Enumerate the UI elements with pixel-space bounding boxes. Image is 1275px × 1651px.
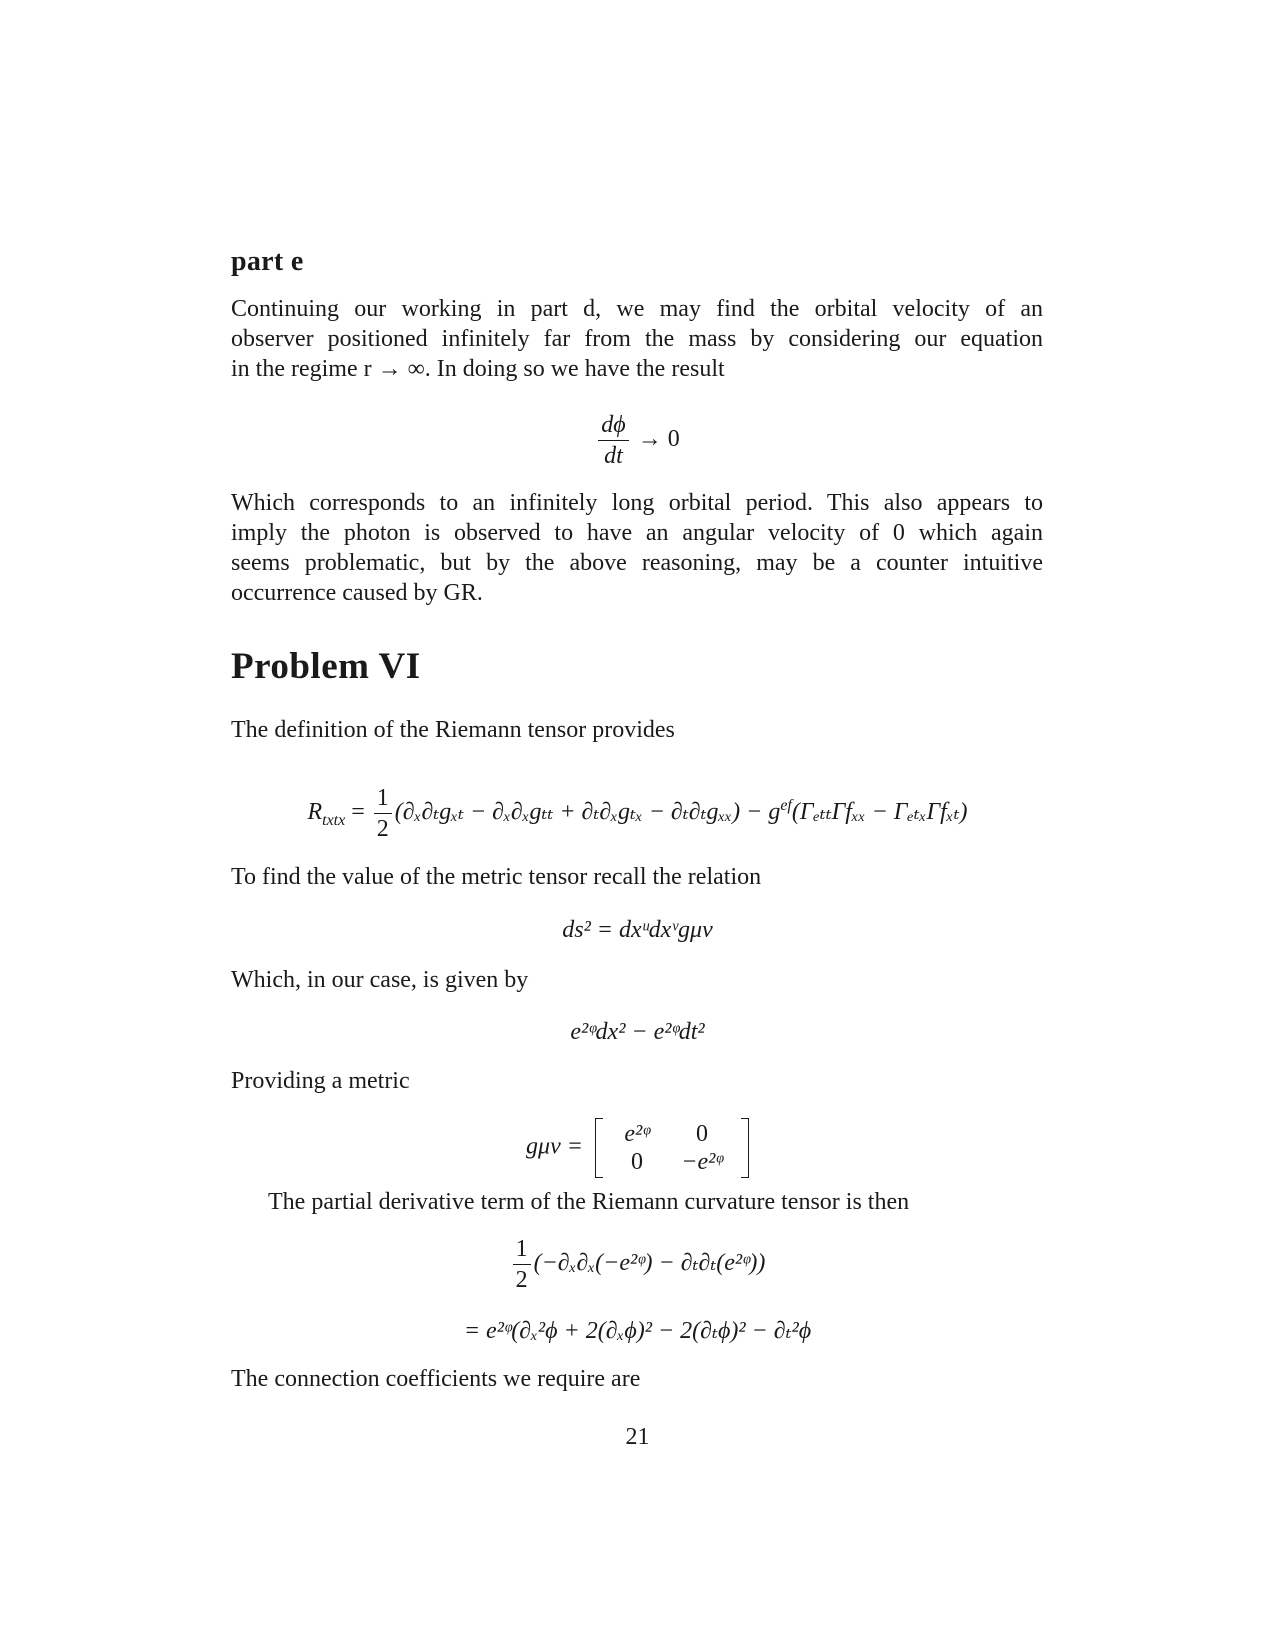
riemann-partial-terms: (∂ₓ∂ₜgₓₜ − ∂ₓ∂ₓgₜₜ + ∂ₜ∂ₓgₜₓ − ∂ₜ∂ₜgₓₓ) − g (394, 799, 781, 826)
limit-rhs: → 0 (637, 426, 680, 453)
fraction-numerator: 1 (374, 784, 392, 814)
paragraph-line: Which corresponds to an infinitely long orbital period. This also appears to (231, 490, 1043, 516)
partial-equation-2: = e²ᵠ(∂ₓ²ϕ + 2(∂ₓϕ)² − 2(∂ₜϕ)² − ∂ₜ²ϕ (463, 1318, 812, 1344)
problem-vi-heading: Problem VI (231, 646, 421, 687)
metric-lhs: gμν = (526, 1133, 583, 1160)
fraction-numerator: dϕ (598, 411, 628, 441)
case-equation: e²ᵠdx² − e²ᵠdt² (570, 1019, 705, 1045)
fraction-denominator: 2 (515, 1267, 528, 1293)
part-e-paragraph-1 (231, 294, 1043, 384)
riemann-g-superscript: ef (780, 797, 792, 815)
partial-equation-1 (0, 1235, 1275, 1294)
limit-equation (0, 411, 1275, 470)
our-case-text: Which, in our case, is given by (231, 967, 529, 993)
metric-relation-text: To find the value of the metric tensor recall the relation (231, 864, 762, 890)
paragraph-line: in the regime r → ∞. In doing so we have the result (231, 356, 725, 382)
riemann-christoffel-terms: (ΓₑₜₜΓfₓₓ − ΓₑₜₓΓfₓₜ) (791, 799, 968, 826)
right-bracket (741, 1118, 749, 1178)
paragraph-line: seems problematic, but by the above reasoning, may be a counter intuitive (231, 550, 1043, 576)
fraction-denominator: 2 (376, 816, 389, 842)
partial-derivative-text: The partial derivative term of the Riemann curvature tensor is then (268, 1189, 910, 1215)
matrix-cell: e²ᵠ (624, 1121, 650, 1147)
fraction-numerator: 1 (513, 1235, 531, 1265)
matrix-cell: −e²ᵠ (681, 1149, 723, 1175)
page-number: 21 (625, 1424, 650, 1450)
paragraph-line: imply the photon is observed to have an angular velocity of 0 which again (231, 520, 1043, 546)
paragraph-line: observer positioned infinitely far from the mass by considering our equation (231, 326, 1043, 352)
riemann-intro-text: The definition of the Riemann tensor provides (231, 717, 675, 743)
riemann-equation: $R_{txtx}$ = $\frac{1}{2}$ $(\partial_x\partial_tg_{xt} - \partial_x\partial_xg_{tt} + \partial_t\partial_xg_{tx} - \partial_t\partial_tg_{xx}) - g^{ef}(\Gamma_{ett}\Gamma f_{xx} - \Gamma_{etx}\Gamma f_{xt})$ (307, 785, 968, 842)
metric-matrix-equation (0, 1118, 1275, 1178)
paragraph-line: Continuing our working in part d, we may find the orbital velocity of an (231, 296, 1043, 322)
paragraph-line: occurrence caused by GR. (231, 580, 483, 606)
part-e-heading: part e (231, 246, 304, 277)
partial-equation-1-rhs: (−∂ₓ∂ₓ(−e²ᵠ) − ∂ₜ∂ₜ(e²ᵠ)) (533, 1250, 766, 1277)
fraction-denominator: dt (604, 443, 623, 469)
providing-metric-text: Providing a metric (231, 1068, 410, 1094)
line-element-equation: ds² = dxᵘdxᵛgμν (562, 917, 713, 943)
matrix-cell: 0 (695, 1121, 708, 1147)
matrix-cell: 0 (630, 1149, 643, 1175)
riemann-lhs: R (307, 799, 323, 826)
left-bracket (595, 1118, 603, 1178)
riemann-lhs-subscript: txtx (322, 811, 346, 829)
part-e-paragraph-2 (231, 488, 1043, 608)
metric-matrix (595, 1118, 749, 1178)
connection-coefficients-text: The connection coefficients we require are (231, 1366, 641, 1392)
